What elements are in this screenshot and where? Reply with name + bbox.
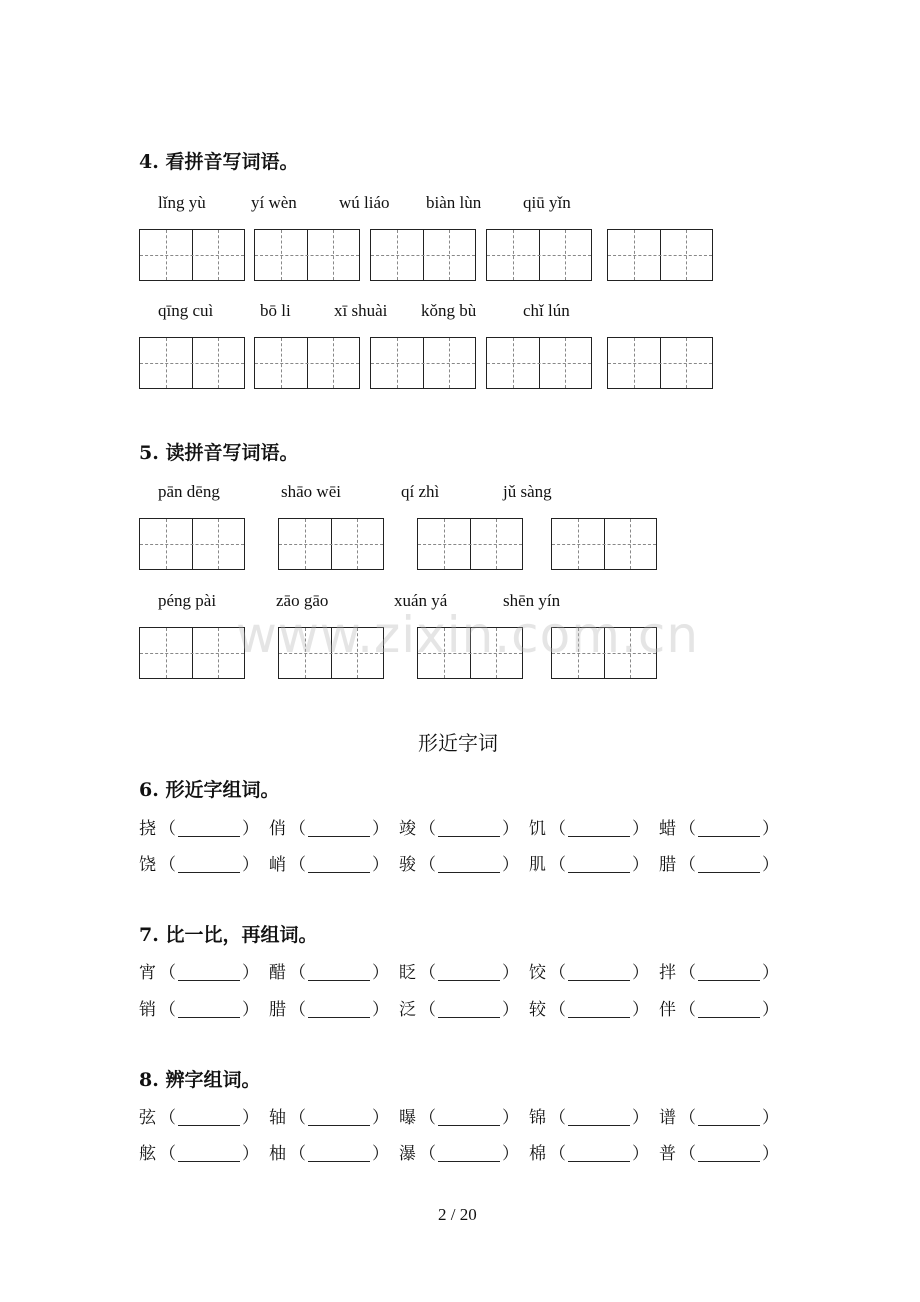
answer-blank[interactable] — [698, 858, 760, 873]
word-item — [399, 1107, 519, 1129]
close-paren: ） — [632, 819, 649, 839]
character: 腊 — [659, 855, 676, 875]
character: 柚 — [269, 1144, 286, 1164]
open-paren: （ — [159, 963, 176, 983]
character: 拌 — [659, 963, 676, 983]
open-paren: （ — [549, 1108, 566, 1128]
character: 眨 — [399, 963, 416, 983]
character: 蜡 — [659, 819, 676, 839]
open-paren: （ — [679, 819, 696, 839]
word-item — [139, 962, 259, 984]
open-paren: （ — [419, 1108, 436, 1128]
close-paren: ） — [632, 1144, 649, 1164]
answer-blank[interactable] — [438, 822, 500, 837]
pinyin-label: zāo gāo — [276, 591, 329, 610]
close-paren: ） — [632, 855, 649, 875]
open-paren: （ — [679, 1108, 696, 1128]
writing-grid[interactable] — [551, 518, 657, 570]
question-7-title: 7. 比一比，再组词。 — [139, 924, 318, 946]
question-5-title: 5. 读拼音写词语。 — [139, 442, 299, 464]
open-paren: （ — [679, 1000, 696, 1020]
answer-blank[interactable] — [568, 858, 630, 873]
open-paren: （ — [419, 963, 436, 983]
close-paren: ） — [372, 1108, 389, 1128]
answer-blank[interactable] — [178, 966, 240, 981]
open-paren: （ — [289, 1144, 306, 1164]
open-paren: （ — [419, 1144, 436, 1164]
word-item — [529, 1107, 649, 1129]
close-paren: ） — [632, 1000, 649, 1020]
character: 伴 — [659, 1000, 676, 1020]
answer-blank[interactable] — [308, 1111, 370, 1126]
writing-grid[interactable] — [370, 229, 476, 281]
pinyin-label: xuán yá — [394, 591, 448, 610]
character: 曝 — [399, 1108, 416, 1128]
open-paren: （ — [289, 963, 306, 983]
character: 竣 — [399, 819, 416, 839]
answer-blank[interactable] — [438, 1111, 500, 1126]
writing-grid[interactable] — [254, 337, 360, 389]
pinyin-label: xī shuài — [334, 301, 388, 320]
word-item — [399, 962, 519, 984]
answer-blank[interactable] — [698, 1111, 760, 1126]
close-paren: ） — [242, 1108, 259, 1128]
word-item — [399, 999, 519, 1021]
open-paren: （ — [679, 855, 696, 875]
open-paren: （ — [549, 855, 566, 875]
character: 骏 — [399, 855, 416, 875]
answer-blank[interactable] — [308, 822, 370, 837]
section-heading: 形近字词 — [418, 731, 498, 755]
word-item — [139, 818, 259, 840]
word-item — [659, 962, 779, 984]
close-paren: ） — [762, 1144, 779, 1164]
pinyin-label: wú liáo — [339, 193, 390, 212]
page-number: 2 / 20 — [438, 1205, 477, 1224]
word-item — [269, 818, 389, 840]
open-paren: （ — [159, 1108, 176, 1128]
answer-blank[interactable] — [698, 966, 760, 981]
word-item — [529, 1143, 649, 1165]
close-paren: ） — [502, 819, 519, 839]
close-paren: ） — [762, 1000, 779, 1020]
word-item — [529, 962, 649, 984]
word-item — [139, 1143, 259, 1165]
open-paren: （ — [159, 1144, 176, 1164]
close-paren: ） — [502, 963, 519, 983]
pinyin-label: biàn lùn — [426, 193, 482, 212]
answer-blank[interactable] — [438, 858, 500, 873]
pinyin-label: qiū yǐn — [523, 193, 571, 212]
character: 宵 — [139, 963, 156, 983]
open-paren: （ — [549, 1000, 566, 1020]
pinyin-label: chǐ lún — [523, 301, 570, 320]
word-item — [399, 818, 519, 840]
answer-blank[interactable] — [308, 966, 370, 981]
close-paren: ） — [632, 963, 649, 983]
answer-blank[interactable] — [568, 1111, 630, 1126]
character: 舷 — [139, 1144, 156, 1164]
answer-blank[interactable] — [438, 966, 500, 981]
character: 腊 — [269, 1000, 286, 1020]
answer-blank[interactable] — [698, 1003, 760, 1018]
close-paren: ） — [242, 1144, 259, 1164]
character: 销 — [139, 1000, 156, 1020]
close-paren: ） — [502, 855, 519, 875]
pinyin-label: péng pài — [158, 591, 217, 610]
character: 饥 — [529, 819, 546, 839]
open-paren: （ — [159, 855, 176, 875]
pinyin-label: qīng cuì — [158, 301, 214, 320]
open-paren: （ — [289, 1108, 306, 1128]
word-item — [529, 999, 649, 1021]
open-paren: （ — [419, 1000, 436, 1020]
word-item — [529, 818, 649, 840]
pinyin-label: bō li — [260, 301, 291, 320]
answer-blank[interactable] — [698, 1147, 760, 1162]
close-paren: ） — [242, 819, 259, 839]
character: 棉 — [529, 1144, 546, 1164]
writing-grid[interactable] — [370, 337, 476, 389]
character: 锦 — [529, 1108, 546, 1128]
open-paren: （ — [679, 963, 696, 983]
open-paren: （ — [159, 819, 176, 839]
writing-grid[interactable] — [139, 627, 245, 679]
answer-blank[interactable] — [308, 858, 370, 873]
writing-grid[interactable] — [278, 518, 384, 570]
answer-blank[interactable] — [568, 822, 630, 837]
close-paren: ） — [372, 1144, 389, 1164]
close-paren: ） — [242, 963, 259, 983]
word-item — [399, 854, 519, 876]
word-item — [269, 1107, 389, 1129]
question-8-title: 8. 辨字组词。 — [139, 1069, 261, 1091]
writing-grid[interactable] — [607, 337, 713, 389]
close-paren: ） — [372, 819, 389, 839]
pinyin-label: kǒng bù — [421, 301, 477, 320]
answer-blank[interactable] — [178, 858, 240, 873]
close-paren: ） — [762, 963, 779, 983]
word-item — [529, 854, 649, 876]
close-paren: ） — [762, 819, 779, 839]
question-4-title: 4. 看拼音写词语。 — [139, 151, 299, 173]
character: 弦 — [139, 1108, 156, 1128]
close-paren: ） — [502, 1108, 519, 1128]
open-paren: （ — [289, 855, 306, 875]
answer-blank[interactable] — [568, 1003, 630, 1018]
pinyin-label: qí zhì — [401, 482, 440, 501]
pinyin-label: yí wèn — [251, 193, 297, 212]
writing-grid[interactable] — [139, 518, 245, 570]
close-paren: ） — [372, 1000, 389, 1020]
close-paren: ） — [242, 855, 259, 875]
close-paren: ） — [762, 855, 779, 875]
character: 醋 — [269, 963, 286, 983]
open-paren: （ — [419, 855, 436, 875]
character: 轴 — [269, 1108, 286, 1128]
answer-blank[interactable] — [438, 1147, 500, 1162]
word-item — [269, 854, 389, 876]
character: 肌 — [529, 855, 546, 875]
answer-blank[interactable] — [698, 822, 760, 837]
word-item — [269, 962, 389, 984]
writing-grid[interactable] — [254, 229, 360, 281]
word-item — [659, 999, 779, 1021]
writing-grid[interactable] — [486, 229, 592, 281]
answer-blank[interactable] — [438, 1003, 500, 1018]
watermark: www.zixin.com.cn — [236, 606, 700, 664]
answer-blank[interactable] — [308, 1147, 370, 1162]
character: 俏 — [269, 819, 286, 839]
open-paren: （ — [159, 1000, 176, 1020]
pinyin-label: jǔ sàng — [503, 482, 552, 501]
word-item — [659, 1143, 779, 1165]
word-item — [269, 999, 389, 1021]
answer-blank[interactable] — [568, 966, 630, 981]
close-paren: ） — [502, 1000, 519, 1020]
character: 饶 — [139, 855, 156, 875]
close-paren: ） — [372, 855, 389, 875]
close-paren: ） — [632, 1108, 649, 1128]
close-paren: ） — [762, 1108, 779, 1128]
character: 普 — [659, 1144, 676, 1164]
answer-blank[interactable] — [178, 1147, 240, 1162]
question-6-title: 6. 形近字组词。 — [139, 779, 280, 801]
writing-grid[interactable] — [139, 229, 245, 281]
open-paren: （ — [289, 1000, 306, 1020]
character: 泛 — [399, 1000, 416, 1020]
word-item — [399, 1143, 519, 1165]
character: 挠 — [139, 819, 156, 839]
pinyin-label: pān dēng — [158, 482, 220, 501]
answer-blank[interactable] — [178, 1003, 240, 1018]
close-paren: ） — [242, 1000, 259, 1020]
open-paren: （ — [679, 1144, 696, 1164]
writing-grid[interactable] — [139, 337, 245, 389]
character: 峭 — [269, 855, 286, 875]
character: 较 — [529, 1000, 546, 1020]
character: 谱 — [659, 1108, 676, 1128]
character: 饺 — [529, 963, 546, 983]
writing-grid[interactable] — [417, 518, 523, 570]
writing-grid[interactable] — [486, 337, 592, 389]
pinyin-label: shāo wēi — [281, 482, 341, 501]
open-paren: （ — [549, 1144, 566, 1164]
open-paren: （ — [549, 819, 566, 839]
word-item — [139, 854, 259, 876]
word-item — [659, 818, 779, 840]
word-item — [139, 1107, 259, 1129]
word-item — [659, 854, 779, 876]
word-item — [659, 1107, 779, 1129]
close-paren: ） — [372, 963, 389, 983]
answer-blank[interactable] — [308, 1003, 370, 1018]
answer-blank[interactable] — [178, 822, 240, 837]
word-item — [269, 1143, 389, 1165]
character: 瀑 — [399, 1144, 416, 1164]
open-paren: （ — [549, 963, 566, 983]
open-paren: （ — [289, 819, 306, 839]
pinyin-label: lǐng yù — [158, 193, 206, 212]
open-paren: （ — [419, 819, 436, 839]
close-paren: ） — [502, 1144, 519, 1164]
answer-blank[interactable] — [178, 1111, 240, 1126]
answer-blank[interactable] — [568, 1147, 630, 1162]
writing-grid[interactable] — [607, 229, 713, 281]
word-item — [139, 999, 259, 1021]
pinyin-label: shēn yín — [503, 591, 561, 610]
